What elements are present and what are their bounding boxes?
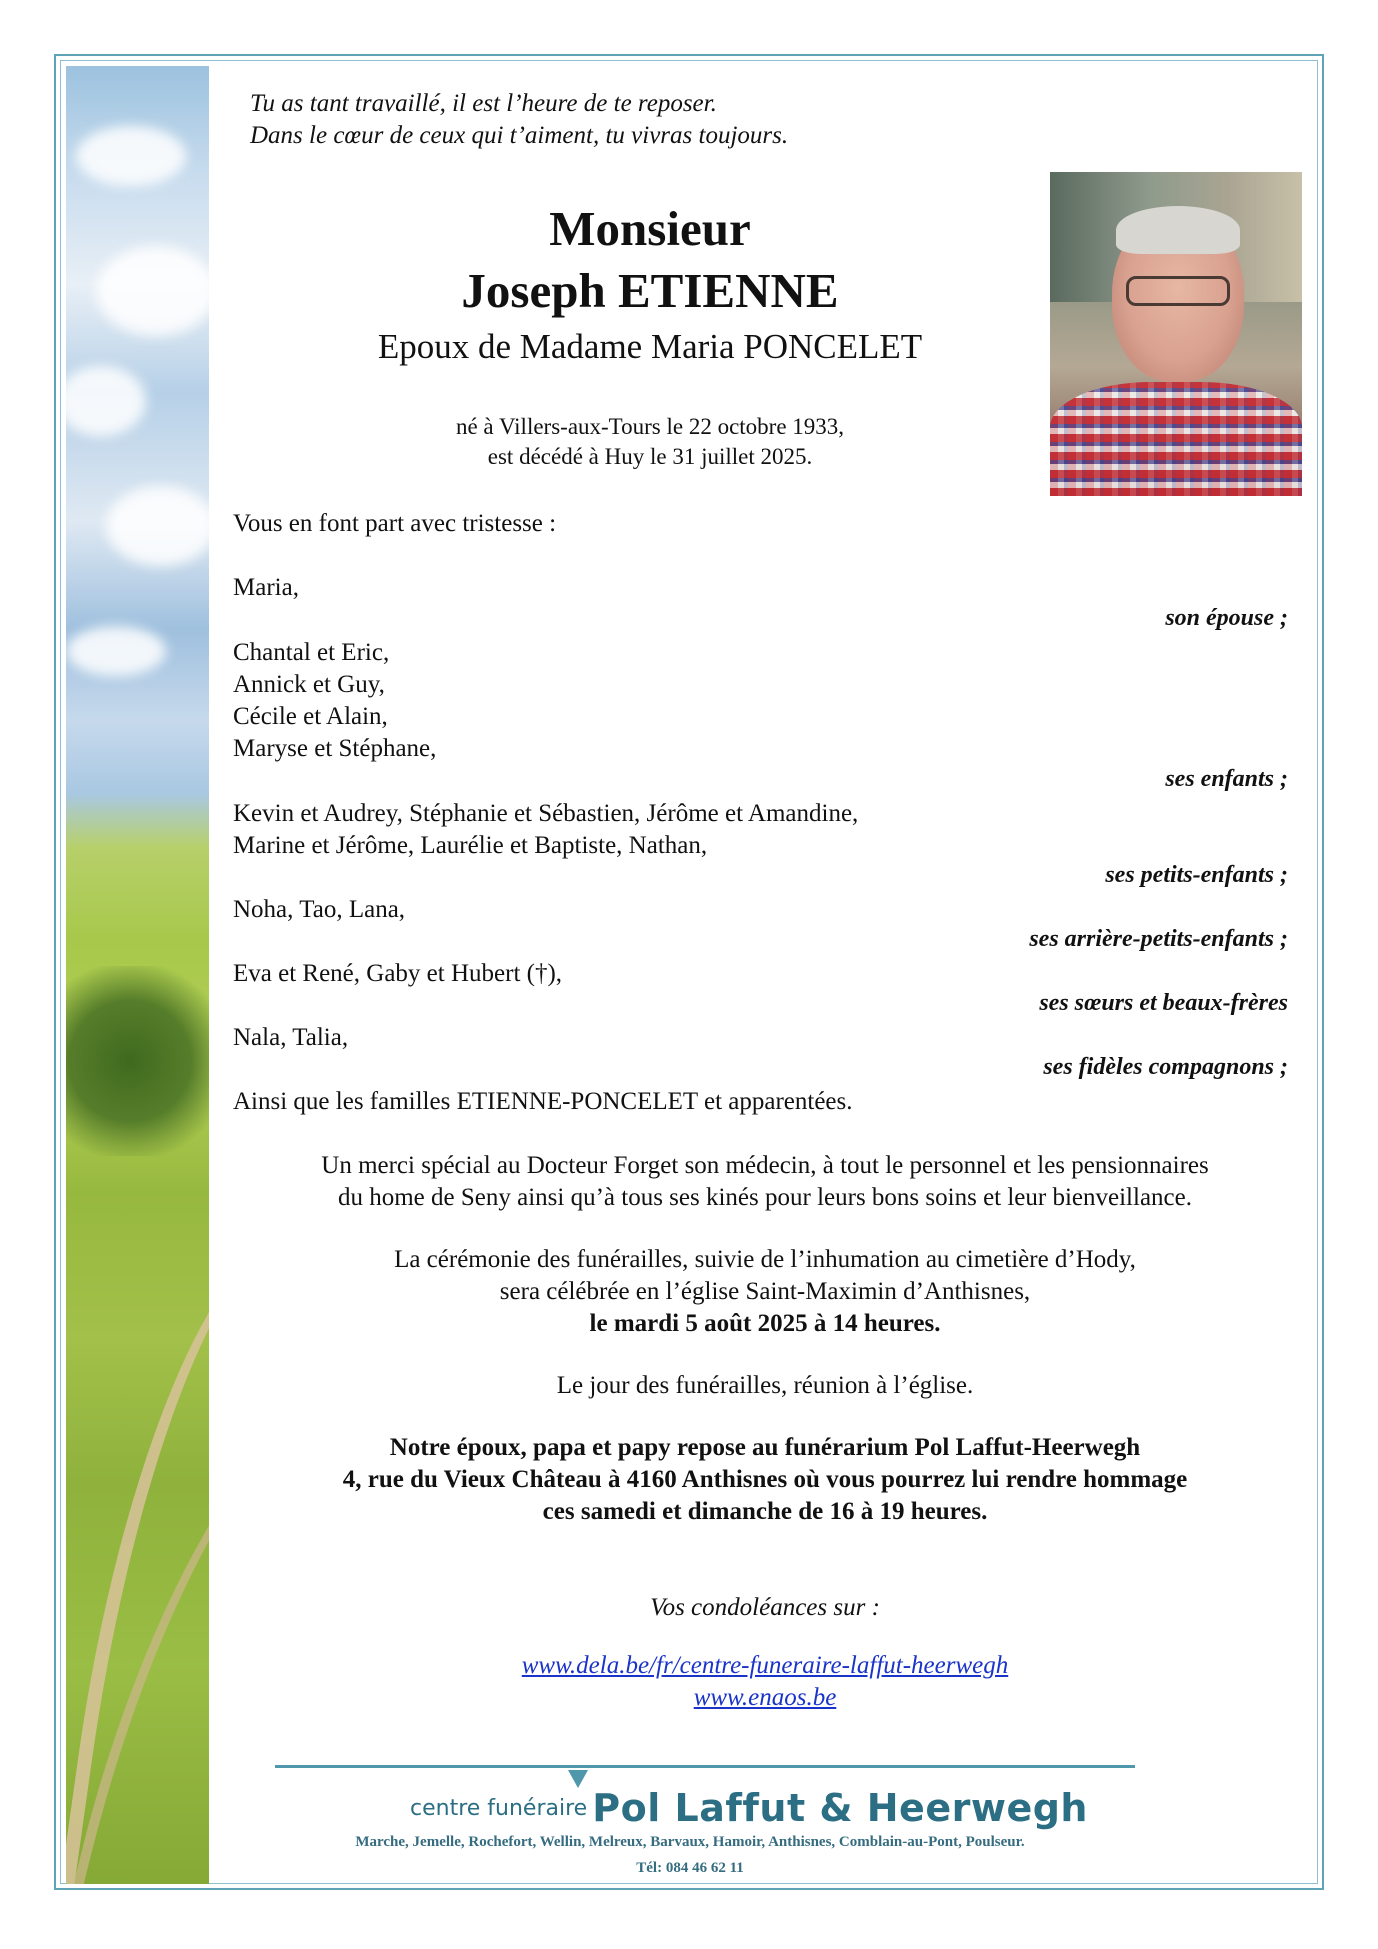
extended-families: Ainsi que les familles ETIENNE-PONCELET et apparentées. xyxy=(233,1088,853,1115)
intro-text: Vous en font part avec tristesse : xyxy=(233,510,557,537)
title-honorific: Monsieur xyxy=(549,201,751,256)
phone-number: Tél: 084 46 62 11 xyxy=(636,1860,744,1876)
ceremony-line-2: sera célébrée en l’église Saint-Maximin d’Anthisnes, xyxy=(499,1278,1031,1305)
dela-link[interactable]: www.dela.be/fr/centre-funeraire-laffut-heerwegh xyxy=(521,1652,1009,1679)
death-line: est décédé à Huy le 31 juillet 2025. xyxy=(487,444,813,469)
condolence-links xyxy=(250,1650,1280,1714)
opening-quote xyxy=(250,88,788,152)
great-grandchildren: Noha, Tao, Lana, xyxy=(233,896,406,923)
siblings: Eva et René, Gaby et Hubert (†), xyxy=(233,960,563,987)
child-4: Maryse et Stéphane, xyxy=(233,735,437,762)
ceremony-line-1: La cérémonie des funérailles, suivie de l’inhumation au cimetière d’Hody, xyxy=(394,1246,1136,1273)
quote-line-2: Dans le cœur de ceux qui t’aiment, tu vivras toujours. xyxy=(250,122,789,149)
portrait-photo xyxy=(1050,172,1302,496)
visitation-line-2: 4, rue du Vieux Château à 4160 Anthisnes où vous pourrez lui rendre hommage xyxy=(342,1466,1188,1493)
thanks-line-2: du home de Seny ainsi qu’à tous ses kinés pour leurs bons soins et leur bienveillance. xyxy=(337,1184,1192,1211)
thanks-line-1: Un merci spécial au Docteur Forget son médecin, à tout le personnel et les pensionnaires xyxy=(321,1152,1209,1179)
relation-siblings: ses sœurs et beaux-frères xyxy=(1039,990,1288,1016)
ceremony-date: le mardi 5 août 2025 à 14 heures. xyxy=(589,1310,941,1337)
child-3: Cécile et Alain, xyxy=(233,703,388,730)
relation-spouse: son épouse ; xyxy=(1165,605,1288,631)
enaos-link[interactable]: www.enaos.be xyxy=(693,1684,837,1711)
landscape-image xyxy=(66,66,209,1884)
footer-divider xyxy=(275,1765,1135,1768)
relation-children: ses enfants ; xyxy=(1165,766,1288,792)
companions: Nala, Talia, xyxy=(233,1024,349,1051)
deceased-name: Joseph ETIENNE xyxy=(461,263,839,318)
grandchildren-line-1: Kevin et Audrey, Stéphanie et Sébastien, Jérôme et Amandine, xyxy=(233,800,859,827)
relation-great-grandchildren: ses arrière-petits-enfants ; xyxy=(1029,926,1288,952)
branch-towns: Marche, Jemelle, Rochefort, Wellin, Melreux, Barvaux, Hamoir, Anthisnes, Comblain-au-Pont, Poulseur. xyxy=(355,1834,1025,1850)
relation-companions: ses fidèles compagnons ; xyxy=(1043,1054,1288,1080)
quote-line-1: Tu as tant travaillé, il est l’heure de te reposer. xyxy=(250,90,717,117)
condolences-text: Vos condoléances sur : xyxy=(650,1594,880,1621)
funeral-home-logo xyxy=(410,1786,1088,1830)
spouse-line: Epoux de Madame Maria PONCELET xyxy=(377,327,923,366)
condolences-label xyxy=(250,1592,1280,1624)
logo-subtitle: centre funéraire xyxy=(410,1796,588,1821)
relation-grandchildren: ses petits-enfants ; xyxy=(1105,862,1288,888)
meeting-info xyxy=(250,1370,1280,1402)
birth-line: né à Villers-aux-Tours le 22 octobre 1933, xyxy=(455,414,845,439)
spouse-name: Maria, xyxy=(233,574,299,601)
visitation-line-3: ces samedi et dimanche de 16 à 19 heures. xyxy=(542,1498,988,1525)
grandchildren-line-2: Marine et Jérôme, Laurélie et Baptiste, Nathan, xyxy=(233,832,708,859)
visitation-line-1: Notre époux, papa et papy repose au funérarium Pol Laffut-Heerwegh xyxy=(389,1434,1141,1461)
child-1: Chantal et Eric, xyxy=(233,639,390,666)
logo-name: Pol Laffut & Heerwegh xyxy=(592,1786,1088,1830)
thanks-paragraph xyxy=(250,1150,1280,1214)
meeting-line: Le jour des funérailles, réunion à l’église. xyxy=(556,1372,974,1399)
child-2: Annick et Guy, xyxy=(233,671,385,698)
ceremony-paragraph xyxy=(250,1244,1280,1340)
birth-death-info xyxy=(300,412,1000,472)
visitation-paragraph xyxy=(250,1432,1280,1528)
